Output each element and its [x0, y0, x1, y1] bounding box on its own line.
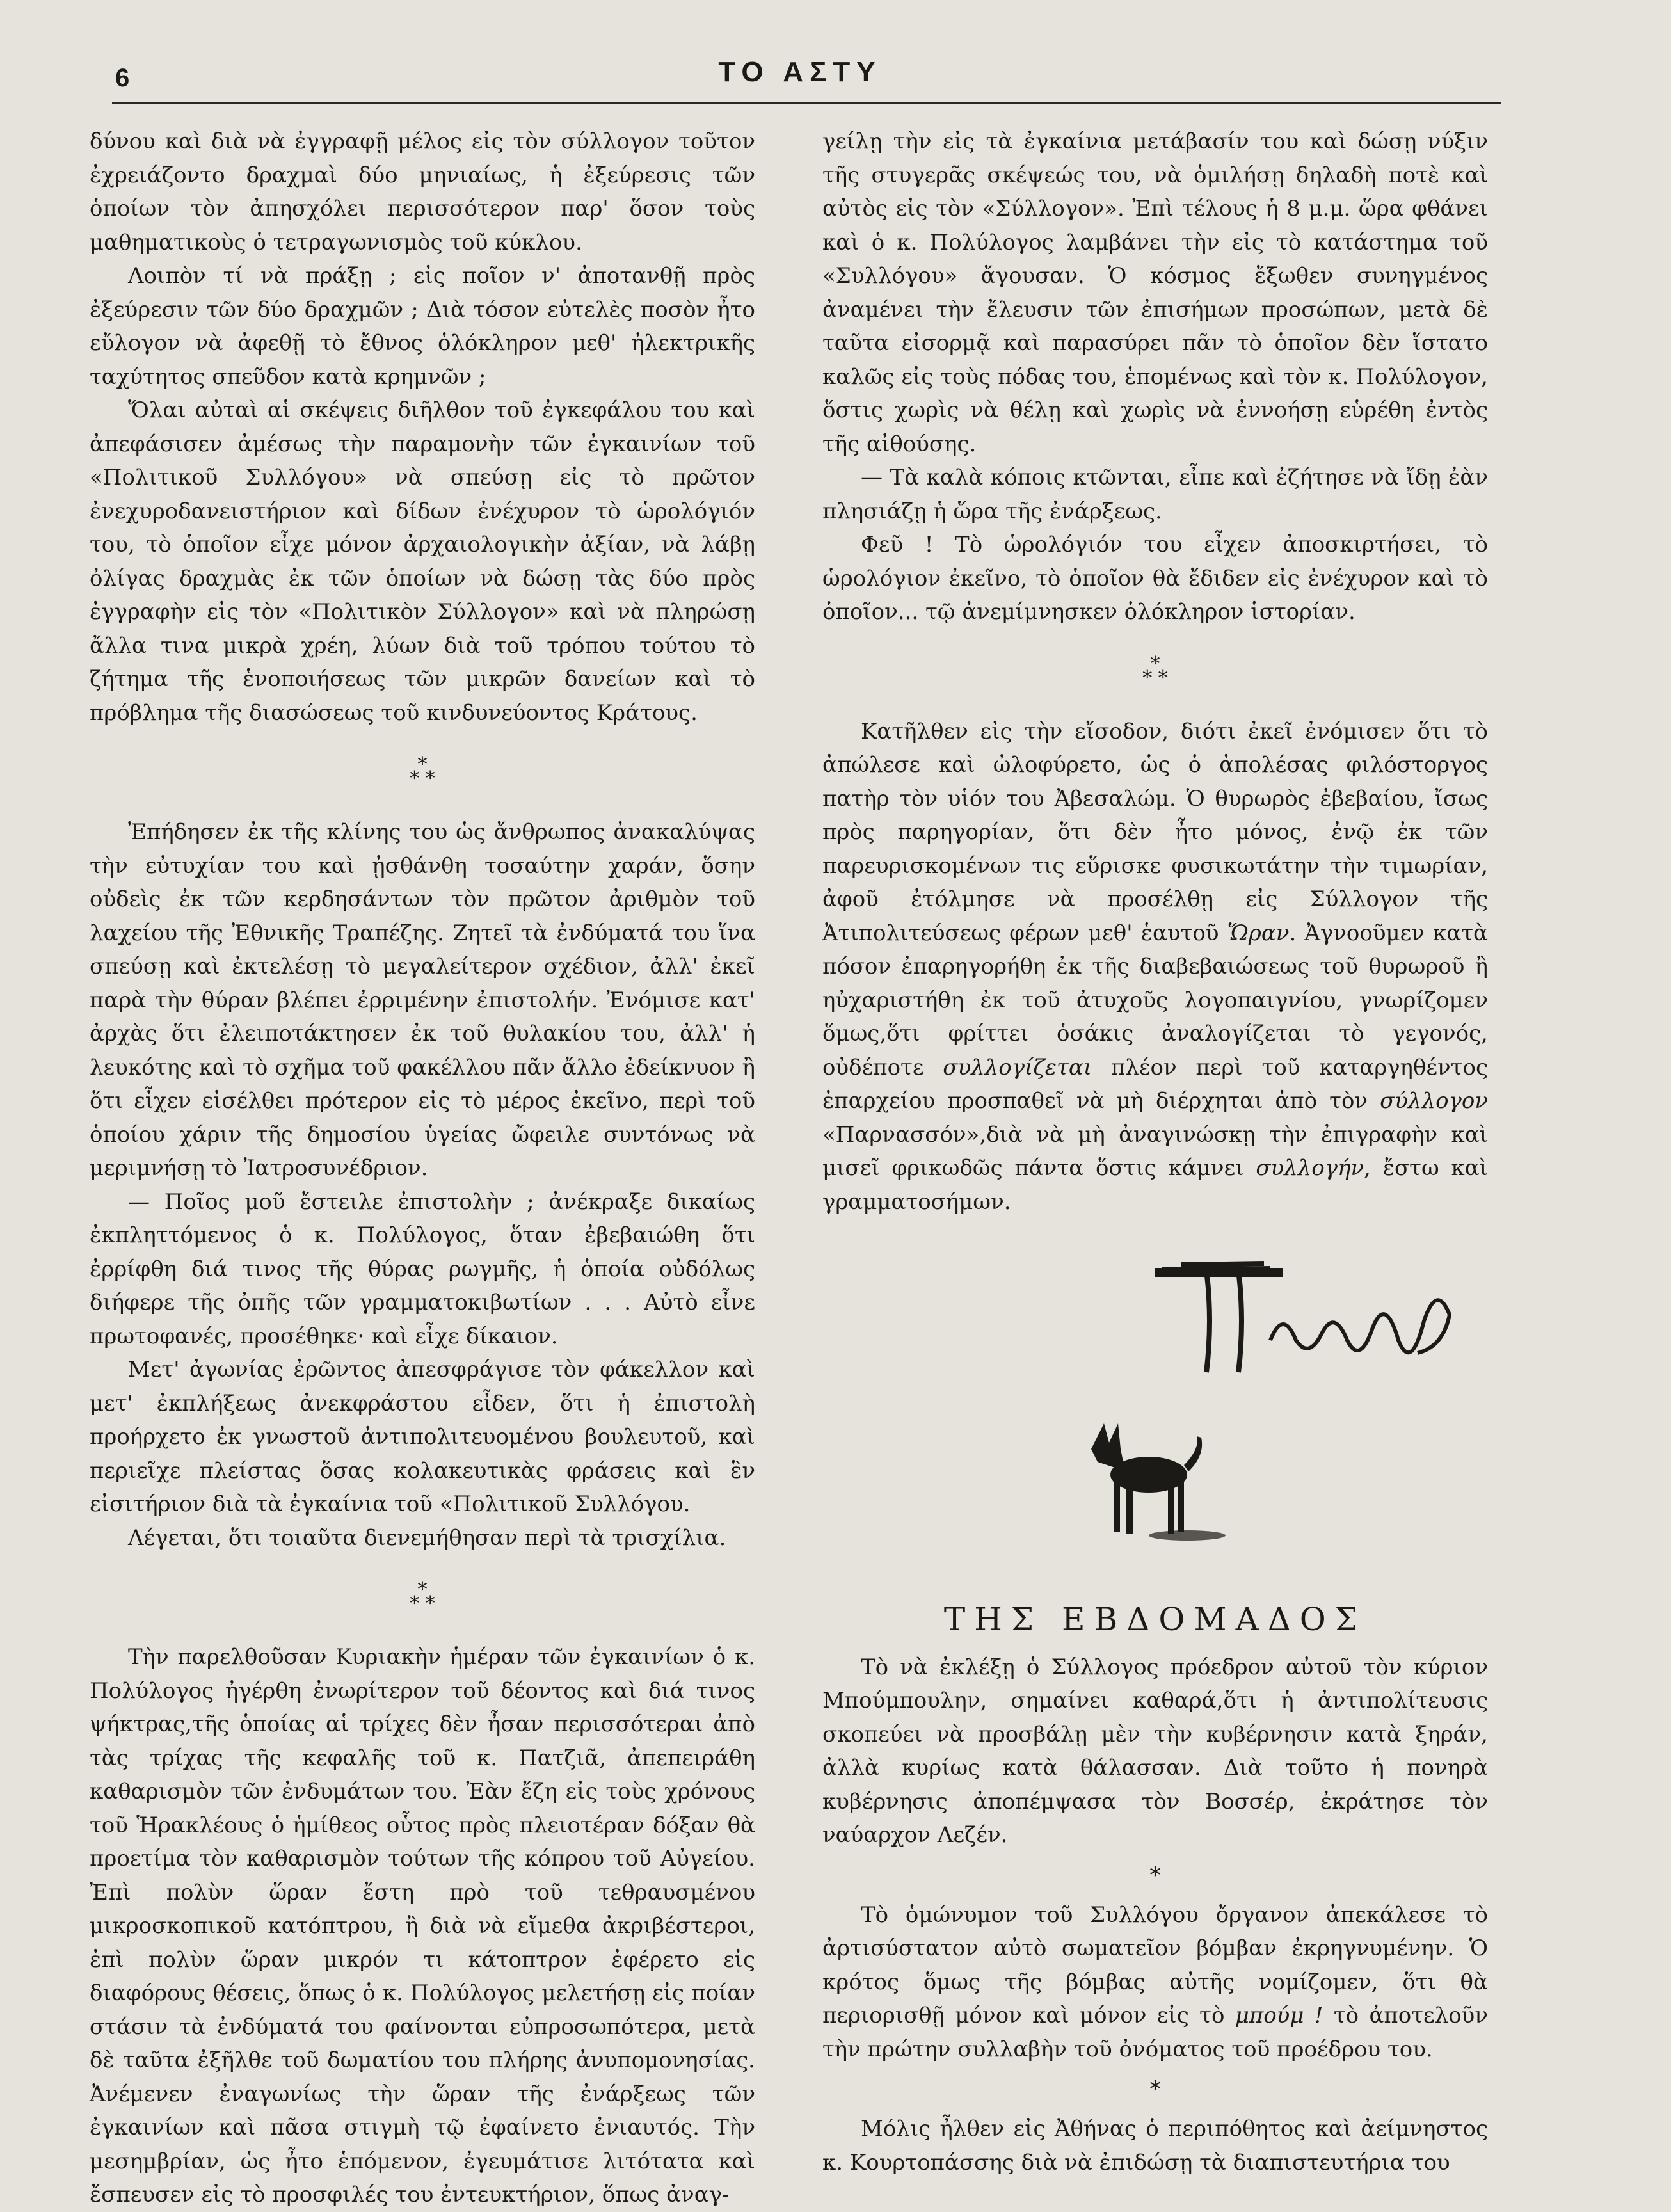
- text-run: Τὸ ὁμώνυμον τοῦ Συλλόγου ὄργανον ἀπεκάλεσε τὸ ἀρτισύστατον αὐτὸ σωματεῖον βόμβαν ἐκρηγνυμένην. Ὁ κρότος ὅμως τῆς βόμβας αὐτῆς νομίζομεν, ὅτι θὰ περιορισθῇ μόνον καὶ μόνον εἰς τὸ: [822, 1902, 1488, 2028]
- italic-word: συλλογήν: [1256, 1155, 1364, 1181]
- paragraph: δύνου καὶ διὰ νὰ ἐγγραφῇ μέλος εἰς τὸν σύλλογον τοῦτον ἐχρειάζοντο δραχμαὶ δύο μηνιαίως, ἡ ἐξεύρεσις τῶν ὁποίων τὸν ἀπησχόλει περισσότερον παρ' ὅσον τοὺς μαθηματικοὺς ὁ τετραγωνισμὸς τοῦ κύκλου.: [90, 129, 755, 255]
- section-divider-star: *: [1149, 2076, 1161, 2102]
- dog-illustration: [822, 1398, 1488, 1558]
- section-divider-star: *: [1149, 1862, 1161, 1888]
- section-title: ΤΗΣ ΕΒΔΟΜΑΔΟΣ: [943, 1601, 1367, 1638]
- paragraph: Μόλις ἦλθεν εἰς Ἀθήνας ὁ περιπόθητος καὶ ἀείμνηστος κ. Κουρτοπάσσης διὰ νὰ ἐπιδώσῃ τὰ διαπιστευτήρια του: [822, 2116, 1488, 2176]
- section-divider-stars: * * *: [410, 753, 435, 790]
- text-run: τὸ ἀποτελοῦν τὴν πρώτην συλλαβὴν τοῦ ὀνόματος τοῦ προέδρου του.: [822, 2003, 1488, 2062]
- text-run: Κατῆλθεν εἰς τὴν εἴσοδον, διότι ἐκεῖ ἐνόμισεν ὅτι τὸ ἀπώλεσε καὶ ὠλοφύρετο, ὡς ὁ ἀπολέσας φιλόστοργος πατὴρ τὸν υἱόν του Ἀβεσαλώμ. Ὁ θυρωρὸς ἐβεβαίου, ἴσως πρὸς παρηγορίαν, ὅτι δὲν ἦτο μόνος, ἐνῷ ἐκ τῶν παρευρισκομένων τις εὕρισκε φυσικωτάτην τὴν τιμωρίαν, ἀφοῦ ἐτόλμησε νὰ προσέλθῃ εἰς Σύλλογον τῆς Ἀτιπολιτεύσεως φέρων μεθ' ἑαυτοῦ: [822, 718, 1488, 946]
- text-run: , ἔστω καὶ γραμματοσήμων.: [822, 1155, 1489, 1215]
- section-divider-stars: * * *: [1142, 652, 1168, 689]
- dog-drawing: [822, 1398, 1488, 1558]
- paragraph: Ὅλαι αὐταὶ αἱ σκέψεις διῆλθον τοῦ ἐγκεφάλου του καὶ ἀπεφάσισεν ἀμέσως τὴν παραμονὴν τῶν ἐγκαινίων τοῦ «Πολιτικοῦ Συλλόγου» νὰ σπεύσῃ εἰς τὸ πρῶτον ἐνεχυροδανειστήριον καὶ δίδων ἐνέχυρον τὸ ὡρολόγιόν του, τὸ ὁποῖον εἶχε μόνον ἀρχαιολογικὴν ἀξίαν, νὰ λάβῃ ὀλίγας δραχμὰς ἐκ τῶν ὁποίων νὰ δώσῃ τὰς δύο πρὸς ἐγγραφὴν εἰς τὸν «Πολιτικὸν Σύλλογον» καὶ νὰ πληρώσῃ ἄλλα τινα μικρὰ χρέη, λύων διὰ τοῦ τρόπου τούτου τὸ ζήτημα τῆς ἑνοποιήσεως τῶν μικρῶν δανείων καὶ τὸ πρόβλημα τῆς διασώσεως τοῦ κινδυνεύοντος Κράτους.: [90, 397, 755, 726]
- paragraph: Τὴν παρελθοῦσαν Κυριακὴν ἡμέραν τῶν ἐγκαινίων ὁ κ. Πολύλογος ἠγέρθη ἐνωρίτερον τοῦ δέοντος καὶ διά τινος ψήκτρας,τῆς ὁποίας αἱ τρίχες δὲν ἦσαν περισσότεραι ἀπὸ τὰς τρίχας τῆς κεφαλῆς τοῦ κ. Πατζιᾶ, ἀπεπειράθη καθαρισμὸν τῶν ἐνδυμάτων του. Ἐὰν ἔζη εἰς τοὺς χρόνους τοῦ Ἡρακλέους ὁ ἡμίθεος οὗτος πρὸς πλειοτέραν δόξαν θὰ προετίμα τὸν καθαρισμὸν τούτων τῆς κόπρου τοῦ Αὐγείου. Ἐπὶ πολὺν ὥραν ἔστη πρὸ τοῦ τεθραυσμένου μικροσκοπικοῦ κατόπτρου, ἢ διὰ νὰ εἴμεθα ἀκριβέστεροι, ἐπὶ πολὺν ὥραν μικρόν τι κάτοπτρον ἐφέρετο εἰς διαφόρους θέσεις, ὅπως ὁ κ. Πολύλογος μελετήσῃ εἰς ποίαν στάσιν τὰ ἐνδύματά του φαίνονται εὐπροσωπότερα, μετὰ δὲ ταῦτα ἐξῆλθε τοῦ δωματίου του πλήρης ἀνυπομονησίας. Ἀνέμενεν ἐναγωνίως τὴν ὥραν τῆς ἐνάρξεως τῶν ἐγκαινίων καὶ πᾶσα στιγμὴ τῷ ἐφαίνετο ἐνιαυτός. Τὴν μεσημβρίαν, ὡς ἦτο ἑπόμενον, ἐγευμάτισε λιτότατα καὶ ἔσπευσεν εἰς τὸ προσφιλές του ἐντευκτήριον, ὅπως ἀναγ-: [90, 1644, 755, 2208]
- text-run: πλέον περὶ τοῦ καταργηθέντος ἐπαρχείου προσπαθεῖ νὰ μὴ διέρχηται ἀπὸ τὸν: [822, 1054, 1488, 1114]
- right-column: [822, 125, 1488, 2179]
- paragraph: Ἐπήδησεν ἐκ τῆς κλίνης του ὡς ἄνθρωπος ἀνακαλύψας τὴν εὐτυχίαν του καὶ ᾐσθάνθη τοσαύτην χαράν, ὅσην οὐδεὶς ἐκ τῶν κερδησάντων τὸν πρῶτον ἀριθμὸν τοῦ λαχείου τῆς Ἐθνικῆς Τραπέζης. Ζητεῖ τὰ ἐνδύματά του ἵνα σπεύσῃ καὶ ἐκτελέσῃ τὸ μεγαλείτερον σχέδιον, ἀλλ' ἐκεῖ παρὰ τὴν θύραν βλέπει ἐρριμένην ἐπιστολήν. Ἐνόμισε κατ' ἀρχὰς ὅτι ἐλειποτάκτησεν ἐκ τοῦ θυλακίου του, ἀλλ' ἡ λευκότης καὶ τὸ σχῆμα τοῦ φακέλλου πᾶν ἄλλο ἐδείκνυον ἢ ὅτι εἶχεν εἰσέλθει πρότερον εἰς τὸ μέρος ἐκεῖνο, περὶ τοῦ ὁποίου χάριν τῆς δημοσίου ὑγείας ὤφειλε συντόνως νὰ μεριμνήσῃ τὸ Ἰατροσυνέδριον.: [90, 819, 755, 1181]
- paragraph: Λοιπὸν τί νὰ πράξῃ ; εἰς ποῖον ν' ἀποτανθῇ πρὸς ἐξεύρεσιν τῶν δύο δραχμῶν ; Διὰ τόσον εὐτελὲς ποσὸν ἦτο εὔλογον νὰ ἀφεθῇ τὸ ἔθνος ὁλόκληρον μεθ' ἠλεκτρικῆς ταχύτητος σπεῦδον κατὰ κρημνῶν ;: [90, 263, 755, 390]
- paragraph: Μετ' ἀγωνίας ἐρῶντος ἀπεσφράγισε τὸν φάκελλον καὶ μετ' ἐκπλήξεως ἀνεκφράστου εἶδεν, ὅτι ἡ ἐπιστολὴ προήρχετο ἐκ γνωστοῦ ἀντιπολιτευομένου βουλευτοῦ, καὶ περιεῖχε πλείστας ὅσας κολακευτικὰς φράσεις καὶ ἓν εἰσιτήριον διὰ τὰ ἐγκαίνια τοῦ «Πολιτικοῦ Συλλόγου.: [90, 1357, 755, 1517]
- paragraph: [822, 715, 1488, 1219]
- section-divider-stars: * * *: [410, 1578, 435, 1615]
- italic-word: μπούμ !: [1235, 2003, 1323, 2028]
- text-run: «Παρνασσόν»,διὰ νὰ μὴ ἀναγινώσκῃ τὴν ἐπιγραφὴν καὶ μισεῖ φρικωδῶς πάντα ὅστις κάμνει: [822, 1121, 1488, 1181]
- italic-word: σύλλογον: [1380, 1088, 1488, 1114]
- paragraph: — Τὰ καλὰ κόποις κτῶνται, εἶπε καὶ ἐζήτησε νὰ ἴδῃ ἐὰν πλησιάζῃ ἡ ὥρα τῆς ἐνάρξεως.: [822, 465, 1488, 524]
- paragraph: Λέγεται, ὅτι τοιαῦτα διενεμήθησαν περὶ τὰ τρισχίλια.: [128, 1525, 726, 1551]
- left-column: [90, 125, 755, 2212]
- header-rule: [112, 102, 1501, 104]
- text-run: . Ἀγνοοῦμεν κατὰ πόσον ἐπαρηγορήθη ἐκ τῆς διαβεβαιώσεως τοῦ θυρωροῦ ἢ ηὐχαριστήθη ἐκ τοῦ ἀτυχοῦς λογοπαιγνίου, γνωρίζομεν ὅμως,ὅτι φρίττει ὁσάκις ἀναλογίζεται τὸ γεγονός, οὐδέποτε: [822, 920, 1488, 1080]
- italic-word: Ὥραν: [1227, 920, 1290, 946]
- italic-word: συλλογίζεται: [943, 1054, 1092, 1080]
- signature-drawing: [822, 1244, 1488, 1398]
- paragraph: Φεῦ ! Τὸ ὡρολόγιόν του εἶχεν ἀποσκιρτήσει, τὸ ὡρολόγιον ἐκεῖνο, τὸ ὁποῖον θὰ ἔδιδεν εἰς ἐνέχυρον καὶ τὸ ὁποῖον... τῷ ἀνεμίμνησκεν ὁλόκληρον ἱστορίαν.: [822, 532, 1488, 625]
- signature: [822, 1244, 1488, 1398]
- paragraph: — Ποῖος μοῦ ἔστειλε ἐπιστολὴν ; ἀνέκραξε δικαίως ἐκπληττόμενος ὁ κ. Πολύλογος, ὅταν ἐβεβαιώθη ὅτι ἐρρίφθη διά τινος τῆς θύρας ρωγμῆς, ἡ ὁποία οὐδόλως διήφερε τῆς ὀπῆς τῶν γραμματοκιβωτίων . . . Αὐτὸ εἶνε πρωτοφανές, προσέθηκε· καὶ εἶχε δίκαιον.: [90, 1189, 755, 1349]
- paragraph: γείλῃ τὴν εἰς τὰ ἐγκαίνια μετάβασίν του καὶ δώσῃ νύξιν τῆς στυγερᾶς σκέψεώς του, νὰ ὁμιλήσῃ δηλαδὴ ποτὲ καὶ αὐτὸς εἰς τὸν «Σύλλογον». Ἐπὶ τέλους ἡ 8 μ.μ. ὥρα φθάνει καὶ ὁ κ. Πολύλογος λαμβάνει τὴν εἰς τὸ κατάστημα τοῦ «Συλλόγου» ἄγουσαν. Ὁ κόσμος ἔξωθεν συνηγμένος ἀναμένει τὴν ἔλευσιν τῶν ἐπισήμων προσώπων, μετὰ δὲ ταῦτα εἰσορμᾷ καὶ παρασύρει πᾶν τὸ ὁποῖον δὲν ἵστατο καλῶς εἰς τοὺς πόδας του, ἑπομένως καὶ τὸν κ. Πολύλογον, ὅστις χωρὶς νὰ θέλῃ καὶ χωρὶς νὰ ἐννοήσῃ εὑρέθη ἐντὸς τῆς αἰθούσης.: [822, 129, 1488, 457]
- page-number: 6: [115, 64, 130, 92]
- paragraph: [822, 1898, 1488, 2067]
- paragraph: Τὸ νὰ ἐκλέξῃ ὁ Σύλλογος πρόεδρον αὐτοῦ τὸν κύριον Μπούμπουλην, σημαίνει καθαρά,ὅτι ἡ ἀντιπολίτευσις σκοπεύει νὰ προσβάλῃ μὲν τὴν κυβέρνησιν κατὰ ξηράν, ἀλλὰ κυρίως κατὰ θάλασσαν. Διὰ τοῦτο ἡ πονηρὰ κυβέρνησις ἀποπέμψασα τὸν Βοσσέρ, ἐκράτησε τὸν ναύαρχον Λεζέν.: [822, 1654, 1488, 1848]
- masthead: ΤΟ ΑΣΤΥ: [718, 56, 882, 88]
